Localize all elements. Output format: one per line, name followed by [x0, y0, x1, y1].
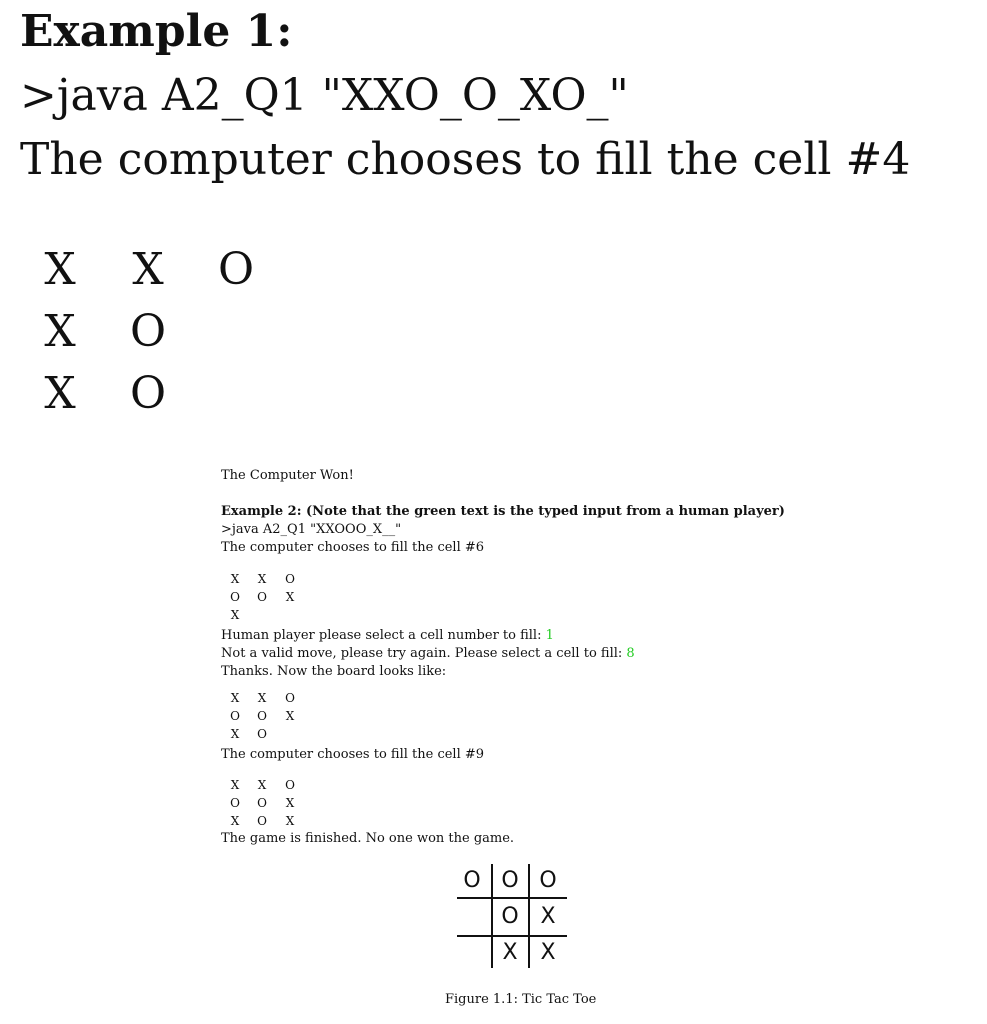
grid-line-vertical [491, 864, 493, 968]
board-cell: O [285, 572, 295, 586]
board-cell: X [230, 814, 240, 828]
board-cell: O [129, 306, 167, 357]
board-cell: O [285, 778, 295, 792]
board-cell: O [129, 368, 167, 419]
example2-command: >java A2_Q1 "XXOOO_X__" [221, 522, 402, 537]
board-cell: X [44, 306, 76, 357]
board-cell: X [257, 691, 267, 705]
thanks-line: Thanks. Now the board looks like: [221, 664, 447, 679]
board-cell: X [230, 727, 240, 741]
grid-line-horizontal [457, 897, 567, 899]
example1-heading: Example 1: [20, 6, 293, 57]
figure-cell: X [502, 940, 518, 965]
example2-computer-move-1: The computer chooses to fill the cell #6 [221, 540, 485, 555]
grid-line-vertical [528, 864, 530, 968]
board-cell: X [230, 572, 240, 586]
board-cell: X [257, 778, 267, 792]
board-cell: O [257, 709, 267, 723]
human-prompt-2 [221, 645, 635, 662]
example1-command: >java A2_Q1 "XXO_O_XO_" [20, 70, 629, 121]
board-cell: X [230, 691, 240, 705]
board-cell: X [285, 709, 295, 723]
board-cell: X [285, 590, 295, 604]
example1-result: The Computer Won! [221, 468, 354, 483]
game-finished-line: The game is finished. No one won the game. [221, 831, 515, 846]
human-prompt-1 [221, 627, 554, 644]
board-cell: O [257, 727, 267, 741]
board-cell: X [230, 778, 240, 792]
human-input: 8 [626, 646, 635, 661]
board-cell: X [132, 244, 164, 295]
board-cell: X [285, 796, 295, 810]
board-cell: O [257, 796, 267, 810]
example2-heading: Example 2: (Note that the green text is the typed input from a human player) [221, 504, 785, 519]
human-input: 1 [545, 628, 554, 643]
tic-tac-toe-figure [455, 862, 567, 970]
figure-cell: O [463, 868, 481, 893]
board-cell: X [44, 368, 76, 419]
board-cell: X [44, 244, 76, 295]
board-cell: O [230, 709, 240, 723]
example2-computer-move-2: The computer chooses to fill the cell #9 [221, 747, 485, 762]
board-cell: O [285, 691, 295, 705]
figure-cell: X [540, 940, 556, 965]
board-cell: X [257, 572, 267, 586]
board-cell: O [230, 590, 240, 604]
board-cell: O [257, 590, 267, 604]
figure-cell: O [539, 868, 557, 893]
board-cell: O [257, 814, 267, 828]
example1-computer-move: The computer chooses to fill the cell #4 [20, 134, 911, 185]
figure-cell: X [540, 904, 556, 929]
board-cell: O [230, 796, 240, 810]
grid-line-horizontal [457, 935, 567, 937]
board-cell: X [230, 608, 240, 622]
prompt-text: Human player please select a cell number to fill: [221, 628, 546, 643]
figure-cell: O [501, 868, 519, 893]
figure-caption: Figure 1.1: Tic Tac Toe [445, 992, 597, 1007]
board-cell: O [217, 244, 255, 295]
board-cell: X [285, 814, 295, 828]
figure-cell: O [501, 904, 519, 929]
prompt-text: Not a valid move, please try again. Please select a cell to fill: [221, 646, 627, 661]
